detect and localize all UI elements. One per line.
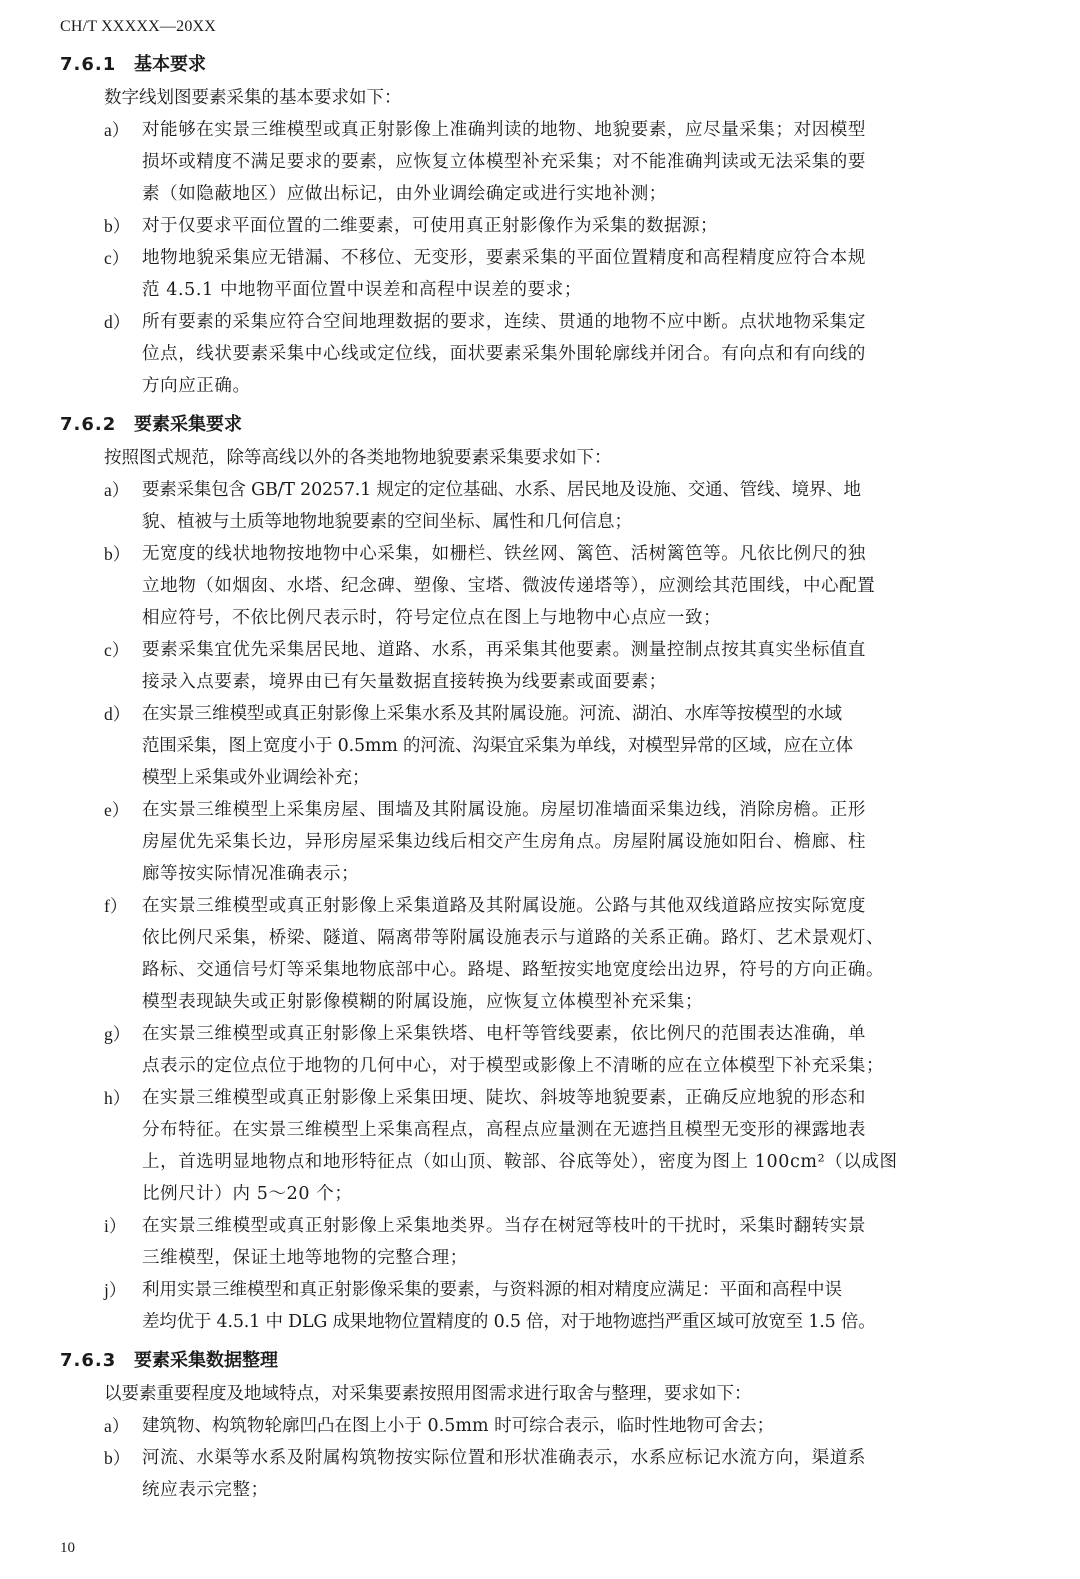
list-item-line: 模型表现缺失或正射影像模糊的附属设施，应恢复立体模型补充采集；	[142, 992, 704, 1012]
list-item	[104, 1018, 1010, 1082]
list-item-line: 廊等按实际情况准确表示；	[142, 864, 360, 884]
list-item	[104, 890, 1010, 1018]
list-item-line: 分布特征。在实景三维模型上采集高程点，高程点应量测在无遮挡且模型无变形的裸露地表	[142, 1120, 866, 1140]
list-item-label: g）	[104, 1024, 131, 1044]
list-item-line: 所有要素的采集应符合空间地理数据的要求，连续、贯通的地物不应中断。点状地物采集定	[142, 312, 866, 332]
list-item-label: e）	[104, 800, 130, 820]
list-item-label: i）	[104, 1216, 127, 1236]
list-item-line: 路标、交通信号灯等采集地物底部中心。路堤、路堑按实地宽度绘出边界，符号的方向正确。	[142, 960, 885, 980]
section-number: 7.6.1	[60, 54, 117, 75]
section-title: 要素采集数据整理	[134, 1350, 278, 1371]
section-title: 要素采集要求	[134, 414, 242, 435]
list-item-line: 损坏或精度不满足要求的要素，应恢复立体模型补充采集；对不能准确判读或无法采集的要	[142, 152, 866, 172]
list-item	[104, 1082, 1010, 1210]
list-item	[104, 306, 1010, 402]
list-item-label: h）	[104, 1088, 131, 1108]
list-item-line: 范 4.5.1 中地物平面位置中误差和高程中误差的要求；	[142, 280, 582, 300]
list-item-line: 接录入点要素，境界由已有矢量数据直接转换为线要素或面要素；	[142, 672, 667, 692]
section-heading-7-6-1	[60, 48, 1080, 82]
list-item	[104, 698, 1010, 794]
list-item-line: 利用实景三维模型和真正射影像采集的要素，与资料源的相对精度应满足：平面和高程中误	[142, 1280, 842, 1300]
list-item-line: 要素采集包含 GB/T 20257.1 规定的定位基础、水系、居民地及设施、交通、管线、境界、地	[142, 480, 861, 500]
list-item-label: c）	[104, 640, 130, 660]
section-number: 7.6.2	[60, 414, 117, 435]
list-item-line: 素（如隐蔽地区）应做出标记，由外业调绘确定或进行实地补测；	[142, 184, 667, 204]
list-item	[104, 474, 1010, 538]
list-item-line: 无宽度的线状地物按地物中心采集，如栅栏、铁丝网、篱笆、活树篱笆等。凡依比例尺的独	[142, 544, 866, 564]
list-item-line: 比例尺计）内 5～20 个；	[142, 1184, 353, 1204]
section-title: 基本要求	[134, 54, 206, 75]
section-intro: 按照图式规范，除等高线以外的各类地物地貌要素采集要求如下：	[104, 448, 612, 468]
list-item-line: 要素采集宜优先采集居民地、道路、水系，再采集其他要素。测量控制点按其真实坐标值直	[142, 640, 866, 660]
list-item-line: 河流、水渠等水系及附属构筑物按实际位置和形状准确表示，水系应标记水流方向，渠道系	[142, 1448, 866, 1468]
list-item	[104, 114, 1010, 210]
standard-code-header: CH/T XXXXX—20XX	[60, 18, 217, 35]
section-heading-7-6-3	[60, 1344, 1080, 1378]
list-item-line: 范围采集，图上宽度小于 0.5mm 的河流、沟渠宜采集为单线，对模型异常的区域，应在立体	[142, 736, 853, 756]
document-body	[0, 48, 1080, 1506]
list-item	[104, 634, 1010, 698]
section-number: 7.6.3	[60, 1350, 117, 1371]
page-number: 10	[60, 1540, 75, 1556]
list-item-line: 在实景三维模型或真正射影像上采集道路及其附属设施。公路与其他双线道路应按实际宽度	[142, 896, 866, 916]
list-item-line: 上，首选明显地物点和地形特征点（如山顶、鞍部、谷底等处），密度为图上 100cm²（以成图	[142, 1152, 898, 1172]
list-item-line: 模型上采集或外业调绘补充；	[142, 768, 370, 788]
section-intro: 数字线划图要素采集的基本要求如下：	[104, 88, 402, 108]
list-item-line: 相应符号，不依比例尺表示时，符号定位点在图上与地物中心点应一致；	[142, 608, 722, 628]
list-item-line: 位点，线状要素采集中心线或定位线，面状要素采集外围轮廓线并闭合。有向点和有向线的	[142, 344, 866, 364]
list-item-label: b）	[104, 544, 131, 564]
list-item	[104, 1442, 1010, 1506]
list-item-line: 统应表示完整；	[142, 1480, 269, 1500]
list-item	[104, 1410, 1010, 1442]
list-item-line: 建筑物、构筑物轮廓凹凸在图上小于 0.5mm 时可综合表示，临时性地物可舍去；	[142, 1416, 775, 1436]
list-item-label: d）	[104, 312, 131, 332]
list-item-label: b）	[104, 216, 131, 236]
list-item-label: a）	[104, 480, 130, 500]
list-item-label: a）	[104, 1416, 130, 1436]
list-item-line: 在实景三维模型或真正射影像上采集田埂、陡坎、斜坡等地貌要素，正确反应地貌的形态和	[142, 1088, 866, 1108]
list-item-line: 在实景三维模型或真正射影像上采集水系及其附属设施。河流、湖泊、水库等按模型的水域	[142, 704, 842, 724]
list-item-line: 房屋优先采集长边，异形房屋采集边线后相交产生房角点。房屋附属设施如阳台、檐廊、柱	[142, 832, 866, 852]
list-item-line: 三维模型，保证土地等地物的完整合理；	[142, 1248, 468, 1268]
list-item-label: c）	[104, 248, 130, 268]
list-item-label: a）	[104, 120, 130, 140]
list-item-line: 在实景三维模型上采集房屋、围墙及其附属设施。房屋切准墙面采集边线，消除房檐。正形	[142, 800, 866, 820]
list-item-line: 貌、植被与土质等地物地貌要素的空间坐标、属性和几何信息；	[142, 512, 632, 532]
list-item-line: 地物地貌采集应无错漏、不移位、无变形，要素采集的平面位置精度和高程精度应符合本规	[142, 248, 866, 268]
list-item-label: d）	[104, 704, 131, 724]
list-item-line: 在实景三维模型或真正射影像上采集铁塔、电杆等管线要素，依比例尺的范围表达准确，单	[142, 1024, 866, 1044]
list-item-line: 对能够在实景三维模型或真正射影像上准确判读的地物、地貌要素，应尽量采集；对因模型	[142, 120, 866, 140]
list-item	[104, 794, 1010, 890]
section-intro: 以要素重要程度及地域特点，对采集要素按照用图需求进行取舍与整理，要求如下：	[104, 1384, 752, 1404]
list-item-line: 点表示的定位点位于地物的几何中心，对于模型或影像上不清晰的应在立体模型下补充采集；	[142, 1056, 885, 1076]
list-item	[104, 210, 1010, 242]
list-item	[104, 1210, 1010, 1274]
list-item-line: 依比例尺采集，桥梁、隧道、隔离带等附属设施表示与道路的关系正确。路灯、艺术景观灯、	[142, 928, 885, 948]
list-item-label: b）	[104, 1448, 131, 1468]
list-item-label: f）	[104, 896, 128, 916]
list-item-line: 立地物（如烟囱、水塔、纪念碑、塑像、宝塔、微波传递塔等），应测绘其范围线，中心配置	[142, 576, 876, 596]
list-item-label: j）	[104, 1280, 127, 1300]
list-item-line: 在实景三维模型或真正射影像上采集地类界。当存在树冠等枝叶的干扰时，采集时翻转实景	[142, 1216, 866, 1236]
section-heading-7-6-2	[60, 408, 1080, 442]
list-item-line: 差均优于 4.5.1 中 DLG 成果地物位置精度的 0.5 倍，对于地物遮挡严重区域可放宽至 1.5 倍。	[142, 1312, 876, 1332]
list-item	[104, 1274, 1010, 1338]
list-item-line: 对于仅要求平面位置的二维要素，可使用真正射影像作为采集的数据源；	[142, 216, 718, 236]
list-item-line: 方向应正确。	[142, 376, 251, 396]
list-item	[104, 538, 1010, 634]
list-item	[104, 242, 1010, 306]
